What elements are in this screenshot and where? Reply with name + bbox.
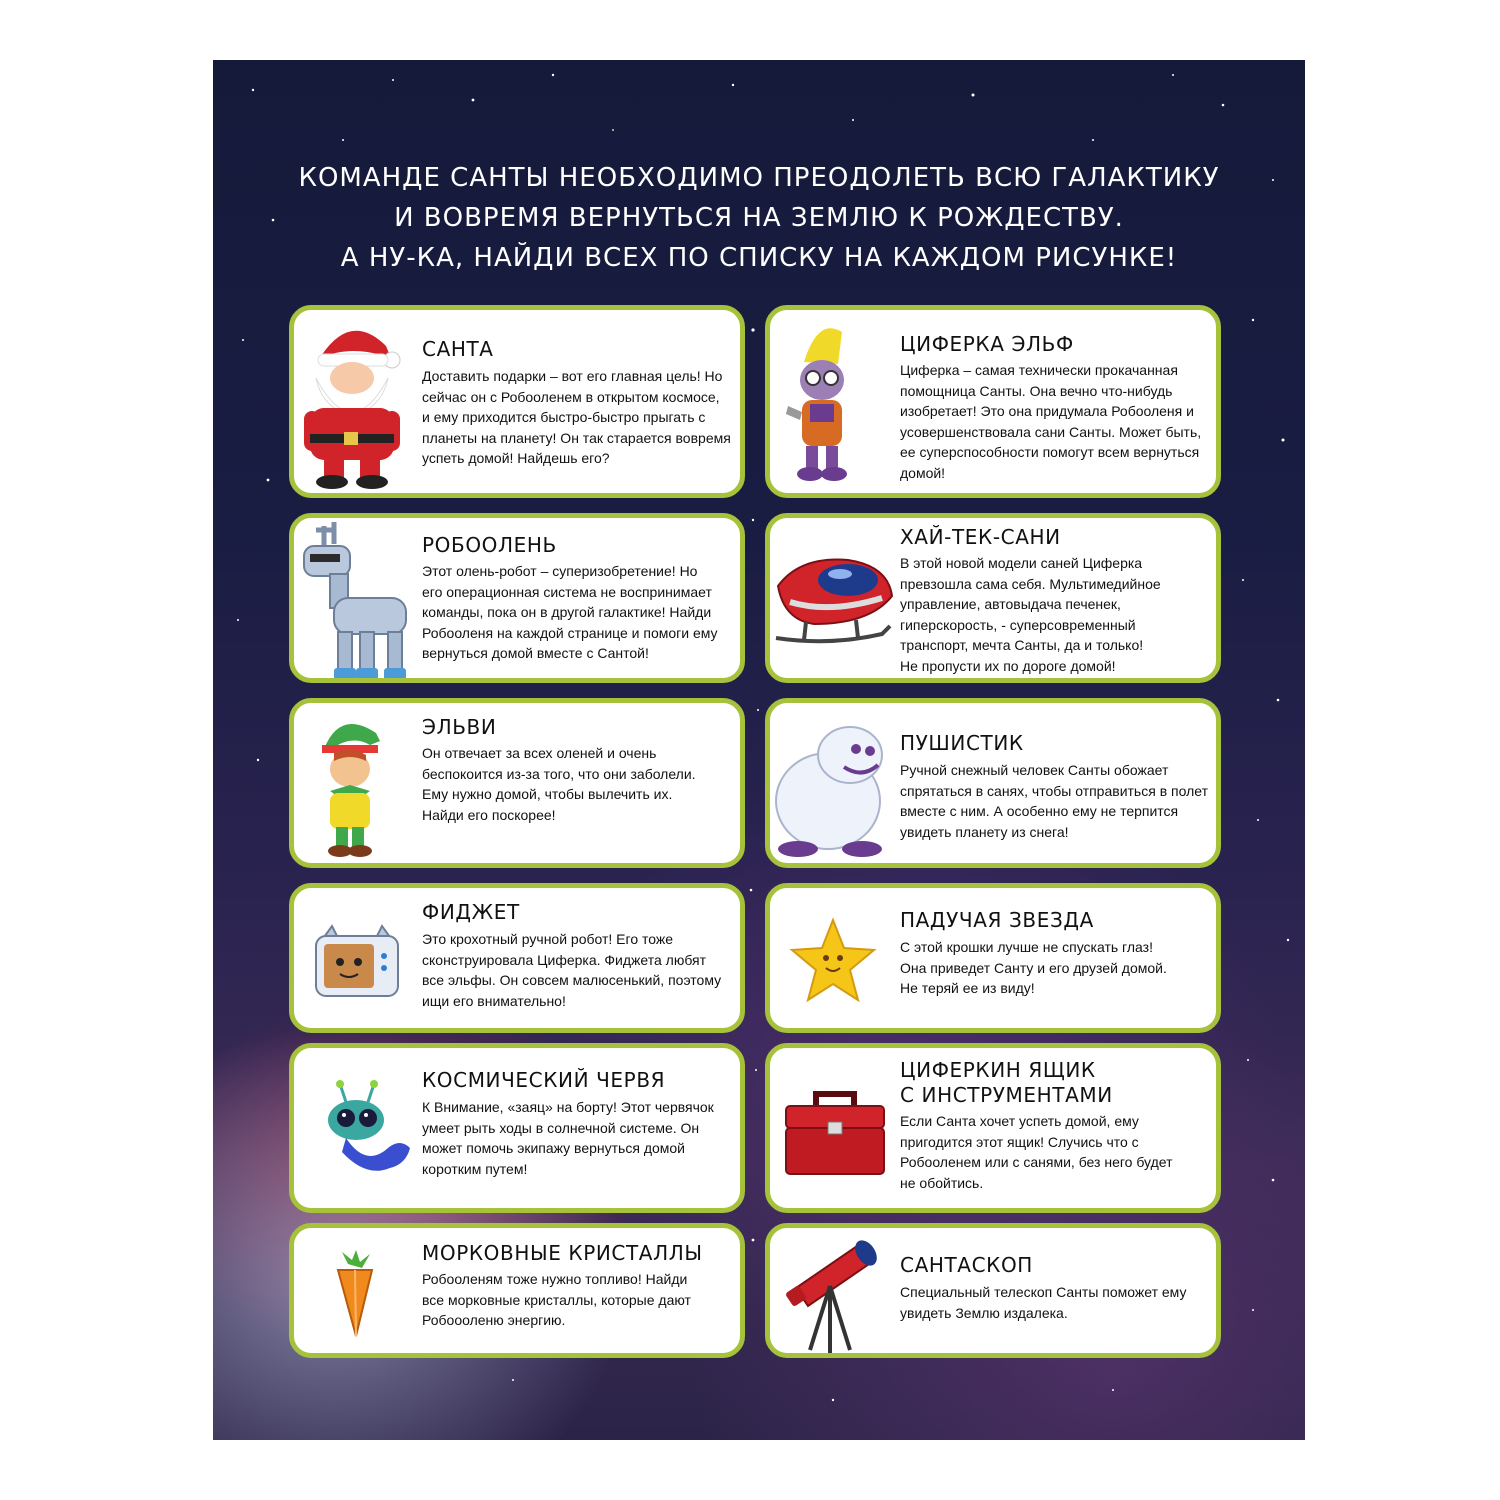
card-description: Этот олень-робот – суперизобретение! Но его операционная система не воспринимает команды, пока он в другой галактике! Найди Робооленя на каждой странице и помоги ему вернуться домой вместе с Сантой! [422,563,718,661]
character-card-santa [289,305,745,498]
character-card-star [765,883,1221,1033]
space-worm-icon [316,1078,416,1188]
elf-boy-icon [310,715,390,865]
card-description: Он отвечает за всех оленей и очень беспокоится из-за того, что они заболели. Ему нужно домой, чтобы вылечить их. Найди его поскорее! [422,745,696,823]
book-page [213,60,1305,1440]
card-description: Это крохотный ручной робот! Его тоже сконструировала Циферка. Фиджета любят все эльфы. Он совсем малюсенький, поэтому ищи его внимательно! [422,931,722,1009]
telescope-icon [780,1230,890,1358]
character-card-sleigh [765,513,1221,683]
character-card-elvie [289,698,745,868]
toolbox-icon [780,1084,890,1184]
character-card-robodeer [289,513,745,683]
character-card-carrot-crystals [289,1223,745,1358]
card-title: ЭЛЬВИ [422,715,497,739]
headline-line-2: И ВОВРЕМЯ ВЕРНУТЬСЯ НА ЗЕМЛЮ К РОЖДЕСТВУ. [394,203,1124,233]
card-title: САНТАСКОП [900,1253,1033,1277]
sleigh-icon [770,546,898,656]
card-description: Робооленям тоже нужно топливо! Найди все морковные кристаллы, которые дают Робоооленю энергию. [422,1271,691,1328]
card-description: Если Санта хочет успеть домой, ему пригодится этот ящик! Случись что с Робооленем или с санями, без него будет не обойтись. [900,1113,1173,1191]
headline-line-3: А НУ-КА, НАЙДИ ВСЕХ ПО СПИСКУ НА КАЖДОМ РИСУНКЕ! [340,243,1178,273]
page-headline [213,158,1305,278]
character-card-tsiferka [765,305,1221,498]
card-title: КОСМИЧЕСКИЙ ЧЕРВЯ [422,1068,666,1092]
headline-line-1: КОМАНДЕ САНТЫ НЕОБХОДИМО ПРЕОДОЛЕТЬ ВСЮ ГАЛАКТИКУ [298,163,1220,193]
card-title: ХАЙ-ТЕК-САНИ [900,525,1061,549]
character-card-space-worm [289,1043,745,1213]
card-title-line-1: ЦИФЕРКИН ЯЩИК [900,1058,1096,1082]
card-description: В этой новой модели саней Циферка превзошла сама себя. Мультимедийное управление, автовыдача печенек, гиперскорость, - суперсовременный транспорт, мечта Санты, да и только! Не пропусти их по дороге домой! [900,555,1161,674]
carrot-crystal-icon [330,1250,380,1340]
robot-reindeer-icon [294,518,419,683]
card-title: ПАДУЧАЯ ЗВЕЗДА [900,908,1094,932]
card-description: Специальный телескоп Санты поможет ему увидеть Землю издалека. [900,1284,1187,1321]
yeti-icon [766,715,896,865]
character-card-santascope [765,1223,1221,1358]
card-title: ФИДЖЕТ [422,900,520,924]
character-card-toolbox [765,1043,1221,1213]
tiny-robot-icon [312,922,402,1002]
character-card-fluffy [765,698,1221,868]
card-title: САНТА [422,337,494,361]
star-icon [788,916,878,1006]
card-description: Циферка – самая технически прокачанная помощница Санты. Она вечно что-нибудь изобретает! Это она придумала Робооленя и усовершенствовала сани Санты. Может быть, ее суперспособности помогут всем вернуться домой! [900,362,1202,481]
card-title: МОРКОВНЫЕ КРИСТАЛЛЫ [422,1241,703,1265]
character-card-fidget [289,883,745,1033]
card-title: РОБООЛЕНЬ [422,533,557,557]
santa-icon [296,316,406,491]
card-title-line-2: С ИНСТРУМЕНТАМИ [900,1083,1113,1107]
card-description: Доставить подарки – вот его главная цель! Но сейчас он с Робооленем в открытом космосе, и ему приходится быстро-быстро прыгать с планеты на планету! Он так старается вовремя успеть домой! Найдешь его? [422,368,731,466]
card-description: С этой крошки лучше не спускать глаз! Она приведет Санту и его друзей домой. Не теряй ее из виду! [900,939,1167,996]
card-description: К Внимание, «заяц» на борту! Этот червячок умеет рыть ходы в солнечной системе. Он может помочь экипажу вернуться домой коротким путем! [422,1099,714,1177]
elf-girl-icon [782,322,862,492]
card-title: ПУШИСТИК [900,731,1024,755]
card-title: ЦИФЕРКА ЭЛЬФ [900,332,1074,356]
card-description: Ручной снежный человек Санты обожает спрятаться в санях, чтобы отправиться в полет вместе с ним. А особенно ему не терпится увидеть планету из снега! [900,762,1208,840]
